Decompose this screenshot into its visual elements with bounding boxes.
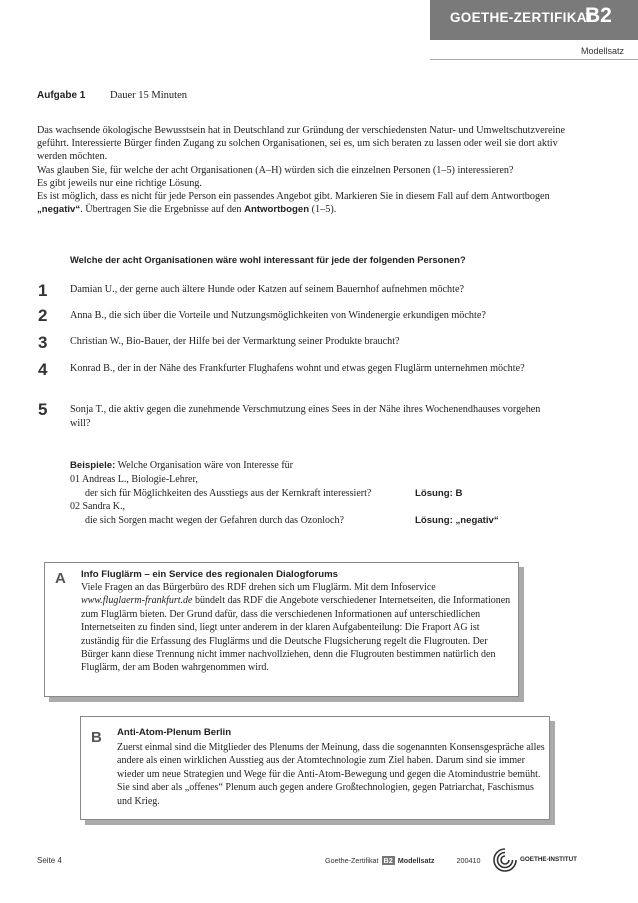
item-number: 2 (38, 306, 48, 325)
instructions-p4-e: (1–5). (309, 204, 337, 216)
example-1-person: 01 Andreas L., Biologie-Lehrer, (70, 473, 198, 485)
example-1-description: der sich für Möglichkeiten des Ausstiegs aus der Kernkraft interessiert? (85, 487, 372, 499)
logo-text: GOETHE-INSTITUT (520, 856, 578, 863)
box-title: Info Fluglärm – ein Service des regionalen Dialogforums (81, 569, 338, 580)
exam-level: B2 (585, 4, 612, 27)
footer-product-name: Goethe-Zertifikat (325, 856, 379, 865)
instructions (37, 124, 577, 216)
example-2-person: 02 Sandra K., (70, 501, 125, 513)
item-number: 3 (38, 333, 48, 352)
example-2-description: die sich Sorgen macht wegen der Gefahren durch das Ozonloch? (85, 515, 344, 527)
page-number: Seite 4 (37, 856, 62, 865)
item-number: 1 (38, 281, 48, 300)
instructions-p4-a: Es ist möglich, dass es nicht für jede Person ein passendes Angebot gibt. Markieren Sie in diesem Fall auf dem Antwortbogen (37, 191, 550, 203)
example-2-solution: Lösung: „negativ“ (415, 515, 499, 527)
item-number: 4 (38, 360, 48, 379)
header-divider (430, 59, 638, 60)
instructions-p1: Das wachsende ökologische Bewusstsein hat in Deutschland zur Gründung der verschiedensten Natur- und Umweltschutzvereine geführt. Interessierte Bürger finden Zugang zu solchen Organisationen, sei es, um sich beraten zu lassen oder weil sie dort aktiv werden möchten. (37, 125, 565, 163)
box-letter: A (55, 570, 66, 587)
organization-box-a (44, 562, 519, 697)
item-number: 5 (38, 400, 48, 419)
exam-title: GOETHE-ZERTIFIKAT (450, 10, 595, 25)
organization-box-b (80, 716, 550, 820)
box-title: Anti-Atom-Plenum Berlin (117, 727, 232, 738)
box-url: www.fluglaerm-frankfurt.de (81, 595, 193, 607)
box-body (81, 581, 511, 675)
instructions-p4 (37, 190, 577, 216)
example-2-row (70, 514, 510, 528)
box-letter: B (91, 729, 102, 746)
instructions-p4-c: . Übertragen Sie die Ergebnisse auf den (80, 204, 245, 216)
item-text: Anna B., die sich über die Vorteile und Nutzungsmöglichkeiten von Windenergie erkundigen möchte? (70, 310, 486, 321)
item-text: Sonja T., die aktiv gegen die zunehmende Verschmutzung eines Sees in der Nähe ihres Wochenendhauses vorgehen will? (70, 404, 541, 429)
instructions-p3: Es gibt jeweils nur eine richtige Lösung. (37, 177, 202, 189)
footer-level-badge: B2 (383, 856, 393, 865)
exam-subtitle: Modellsatz (580, 46, 624, 56)
instructions-p2: Was glauben Sie, für welche der acht Organisationen (A–H) würden sich die einzelnen Personen (1–5) interessieren? (37, 164, 514, 176)
box-body-text: bündelt das RDF die Angebote verschiedener Internetseiten, die Informationen zum Fluglärm bieten. Der Grund dafür, dass die verschiedenen Informationen auf unterschiedlichen Internetseiten zu finden sind, liegt unter anderem in der klaren Aufgabenteilung: Die Fraport AG ist zuständig für die Erfassung des Fluglärms und die Deutsche Flugsicherung regelt die Flugrouten. Der Bürger kann diese Trennung nicht immer nachvollziehen, denn die Flugrouten bestimmen natürlich den Fluglärm, der am Boden wahrgenommen wird. (81, 595, 511, 674)
instructions-negativ: „negativ“ (37, 204, 81, 216)
examples-question: Welche Organisation wäre von Interesse für (115, 460, 293, 471)
item-text: Konrad B., der in der Nähe des Frankfurter Flughafens wohnt und etwas gegen Fluglärm unternehmen möchte? (70, 363, 525, 374)
examples (70, 459, 510, 528)
box-body: Zuerst einmal sind die Mitglieder des Plenums der Meinung, dass die sogenannten Konsensgespräche alles andere als einen wirklichen Ausstieg aus der Atomtechnologie zum Ziel haben. Darum sind sie immer wieder um neue Strategien und Wege für die Anti-Atom-Bewegung und gegen die Atomindustrie bemüht. Sie sind aber als „offenes“ Plenum auch gegen andere Großtechnologien, gegen Patriarchat, Faschismus und Krieg. (117, 742, 545, 807)
example-1-row (70, 487, 510, 501)
examples-intro (70, 459, 510, 473)
footer-product (325, 856, 480, 865)
task-label: Aufgabe 1 (37, 90, 86, 101)
instructions-antwortbogen: Antwortbogen (244, 204, 310, 216)
item-text: Damian U., der gerne auch ältere Hunde oder Katzen auf seinem Bauernhof aufnehmen möchte? (70, 284, 465, 295)
goethe-logo-icon (493, 848, 517, 872)
task-duration: Dauer 15 Minuten (110, 90, 187, 101)
example-1-solution: Lösung: B (415, 487, 463, 499)
footer-code: 200410 (456, 856, 481, 865)
examples-heading: Beispiele: (70, 460, 116, 471)
item-text: Christian W., Bio-Bauer, der Hilfe bei der Vermarktung seiner Produkte braucht? (70, 336, 400, 347)
box-body-text: Viele Fragen an das Bürgerbüro des RDF drehen sich um Fluglärm. Mit dem Infoservice (81, 582, 436, 593)
question-heading: Welche der acht Organisationen wäre wohl interessant für jede der folgenden Personen? (70, 254, 466, 265)
footer-modellsatz: Modellsatz (397, 856, 435, 865)
